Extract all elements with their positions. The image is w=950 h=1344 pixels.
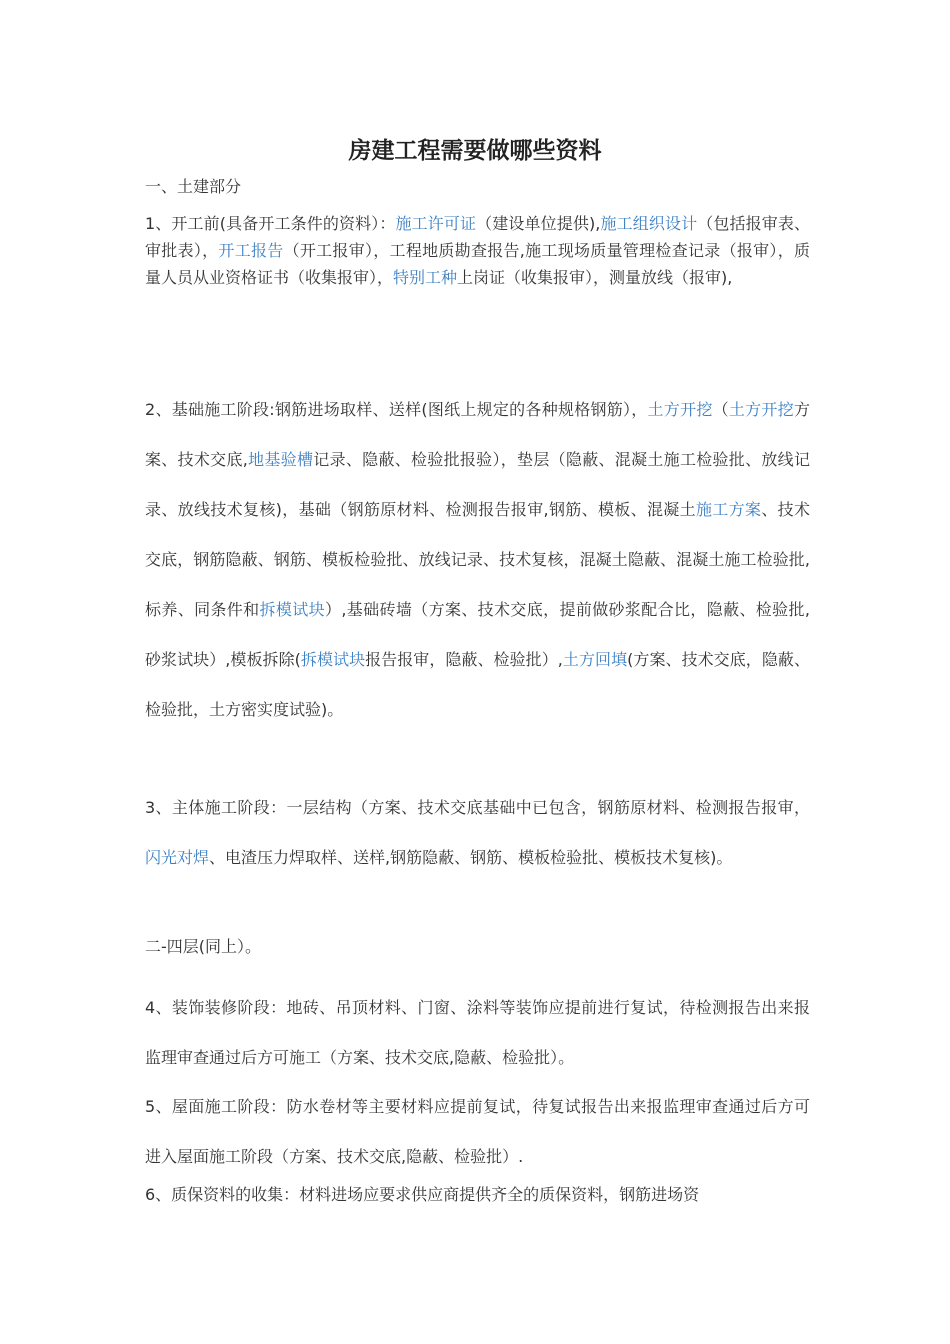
paragraph-text: （开工报审），工程地质勘查报告,施工现场质量管理检查记录（报审），质量人员从业资格证书（收集报审）， (145, 241, 810, 287)
keyword-link[interactable]: 施工许可证 (395, 214, 477, 233)
keyword-link[interactable]: 土方开挖 (728, 400, 794, 419)
keyword-link[interactable]: 闪光对焊 (145, 848, 210, 867)
paragraph-text: 二-四层(同上）。 (145, 937, 262, 956)
paragraph-7 (145, 1181, 810, 1208)
paragraph-text: 4、装饰装修阶段：地砖、吊顶材料、门窗、涂料等装饰应提前进行复试，待检测报告出来报监理审查通过后方可施工（方案、技术交底,隐蔽、检验批）。 (145, 998, 810, 1067)
paragraph-text: 6、质保资料的收集：材料进场应要求供应商提供齐全的质保资料，钢筋进场资 (145, 1185, 700, 1204)
paragraph-2 (145, 385, 810, 735)
paragraph-text: (方案、技术交底，隐蔽、检验批，土方密实度试验)。 (145, 650, 810, 719)
document-title: 房建工程需要做哪些资料 (348, 138, 602, 164)
keyword-link[interactable]: 特别工种 (393, 268, 458, 287)
paragraph-text: ）,基础砖墙（方案、技术交底，提前做砂浆配合比，隐蔽、检验批,砂浆试块）,模板拆除( (145, 600, 810, 669)
paragraph-5 (145, 983, 810, 1083)
paragraph-3 (145, 783, 810, 883)
paragraph-4 (145, 933, 810, 960)
paragraph-text: 、电渣压力焊取样、送样,钢筋隐蔽、钢筋、模板检验批、模板技术复核)。 (209, 848, 733, 867)
paragraph-1 (145, 210, 810, 291)
paragraph-text: 3、主体施工阶段：一层结构（方案、技术交底基础中已包含，钢筋原材料、检测报告报审， (145, 798, 810, 817)
paragraph-text: 记录、隐蔽、检验批报验），垫层（隐蔽、混凝土施工检验批、放线记录、放线技术复核)，基础（钢筋原材料、检测报告报审,钢筋、模板、混凝土 (145, 450, 810, 519)
paragraph-text: 2、基础施工阶段:钢筋进场取样、送样(图纸上规定的各种规格钢筋）， (145, 400, 648, 419)
keyword-link[interactable]: 拆模试块 (300, 650, 366, 669)
paragraph-text: （建设单位提供), (476, 214, 601, 233)
keyword-link[interactable]: 拆模试块 (259, 600, 325, 619)
paragraph-text: （ (712, 400, 729, 419)
paragraph-text: （包括报审表、审批表）， (145, 214, 810, 260)
paragraph-text: 方案、技术交底, (145, 400, 810, 469)
keyword-link[interactable]: 土方开挖 (647, 400, 713, 419)
paragraph-text: 1、开工前(具备开工条件的资料）： (145, 214, 396, 233)
paragraph-text: 报告报审，隐蔽、检验批）, (365, 650, 563, 669)
keyword-link[interactable]: 地基验槽 (247, 450, 314, 469)
paragraph-text: 5、屋面施工阶段：防水卷材等主要材料应提前复试，待复试报告出来报监理审查通过后方可进入屋面施工阶段（方案、技术交底,隐蔽、检验批）. (145, 1097, 810, 1166)
keyword-link[interactable]: 土方回填 (562, 650, 628, 669)
paragraph-6 (145, 1082, 810, 1182)
keyword-link[interactable]: 施工组织设计 (600, 214, 698, 233)
keyword-link[interactable]: 开工报告 (218, 241, 284, 260)
paragraph-text: 上岗证（收集报审），测量放线（报审), (457, 268, 733, 287)
section-heading: 一、土建部分 (145, 177, 242, 196)
paragraph-text: 、技术交底，钢筋隐蔽、钢筋、模板检验批、放线记录、技术复核，混凝土隐蔽、混凝土施工检验批,标养、同条件和 (145, 500, 810, 619)
keyword-link[interactable]: 施工方案 (695, 500, 762, 519)
